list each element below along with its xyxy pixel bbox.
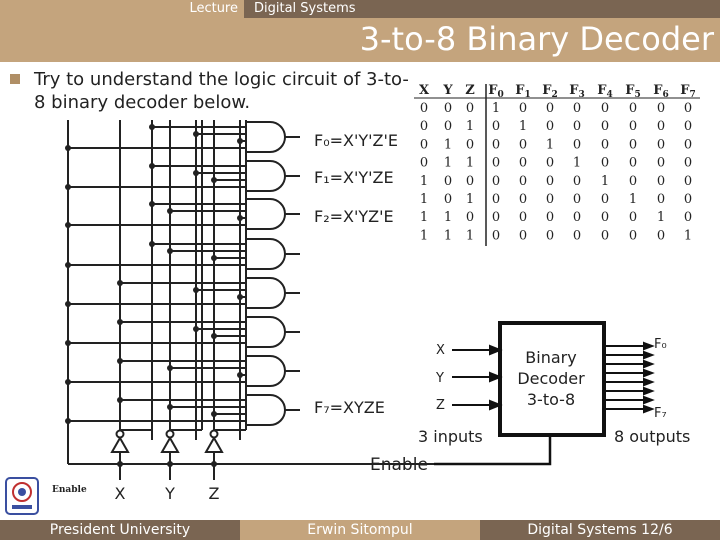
junction-dot — [237, 215, 243, 221]
junction-dot — [237, 138, 243, 144]
f7-expression: F₇=XYZE — [314, 398, 385, 417]
truth-table-cell: 0 — [628, 228, 638, 244]
course-label: Digital Systems — [254, 1, 356, 16]
block-label-line1: Binary — [525, 348, 577, 367]
truth-table-cell: 0 — [491, 210, 501, 226]
truth-table-cell: 0 — [600, 155, 610, 171]
truth-table-cell: 0 — [628, 210, 638, 226]
truth-table-cell: 0 — [545, 173, 555, 189]
truth-table-cell: 0 — [683, 155, 693, 171]
block-output-arrowhead — [644, 388, 652, 394]
lecture-label: Lecture — [189, 1, 238, 16]
truth-table-cell: 0 — [491, 173, 501, 189]
truth-table-cell: 0 — [491, 228, 501, 244]
truth-table-cell: 0 — [465, 173, 475, 189]
truth-table-cell: 0 — [656, 155, 666, 171]
truth-table-cell: 0 — [683, 210, 693, 226]
truth-table-cell: 0 — [545, 228, 555, 244]
truth-table-cell: 0 — [443, 173, 453, 189]
truth-table-cell: 1 — [465, 119, 475, 135]
truth-table-cell: 0 — [600, 192, 610, 207]
truth-table-cell: 0 — [518, 137, 528, 153]
truth-table-cell: 0 — [545, 119, 555, 135]
truth-table-header: $F_4$ — [597, 83, 613, 100]
junction-dot — [149, 241, 155, 247]
junction-dot — [193, 326, 199, 332]
truth-table-cell: 1 — [683, 228, 693, 244]
junction-dot — [211, 333, 217, 339]
truth-table-cell: 1 — [443, 210, 453, 226]
truth-table-cell: 0 — [683, 137, 693, 153]
and-gate-7 — [246, 395, 285, 425]
footer — [0, 520, 720, 540]
input-z-label: Z — [208, 484, 220, 503]
truth-table-cell: 0 — [491, 192, 501, 207]
truth-table-cell: 0 — [572, 173, 582, 189]
truth-table-cell: 0 — [518, 173, 528, 189]
university-logo — [4, 476, 40, 516]
junction-dot — [237, 294, 243, 300]
truth-table-cell: 0 — [491, 137, 501, 153]
truth-table-cell: 1 — [465, 192, 475, 207]
enable-label: Enable — [370, 455, 428, 475]
truth-table-cell: 0 — [545, 101, 555, 116]
input-x-label: X — [114, 484, 126, 503]
truth-table-cell: 0 — [628, 119, 638, 135]
truth-table-cell: 0 — [683, 101, 693, 116]
truth-table-cell: 0 — [683, 173, 693, 189]
truth-table-cell: 0 — [419, 137, 429, 153]
truth-table-cell: 0 — [518, 101, 528, 116]
junction-dot — [65, 418, 71, 424]
truth-table-cell: 0 — [600, 210, 610, 226]
inverter-z-bubble — [211, 431, 218, 438]
truth-table-cell: 0 — [683, 119, 693, 135]
truth-table-cell: 0 — [572, 192, 582, 207]
input-z-junction — [211, 461, 217, 467]
truth-table-cell: 1 — [443, 155, 453, 171]
junction-dot — [65, 379, 71, 385]
bullet-text: Try to understand the logic circuit of 3-to-8 binary decoder below. — [34, 69, 409, 113]
truth-table-cell: 1 — [545, 137, 555, 153]
truth-table-cell: 0 — [628, 155, 638, 171]
enable-small-label: Enable — [52, 485, 87, 495]
truth-table-cell: 0 — [518, 155, 528, 171]
junction-dot — [167, 365, 173, 371]
truth-table-cell: 0 — [545, 192, 555, 207]
truth-table-header: X — [418, 83, 430, 98]
truth-table-cell: 0 — [465, 101, 475, 116]
input-y-label: Y — [165, 484, 175, 503]
block-output-arrowhead — [644, 370, 652, 376]
f0-expression: F₀=X'Y'Z'E — [314, 131, 399, 150]
block-label-line2: Decoder — [517, 369, 585, 388]
truth-table-cell: 0 — [572, 119, 582, 135]
junction-dot — [65, 340, 71, 346]
truth-table-cell: 0 — [600, 119, 610, 135]
truth-table-cell: 1 — [419, 192, 429, 207]
truth-table-cell: 0 — [419, 101, 429, 116]
input-x-junction — [117, 461, 123, 467]
and-gate-0 — [246, 122, 285, 152]
truth-table-cell: 1 — [600, 173, 610, 189]
truth-table-cell: 0 — [600, 228, 610, 244]
truth-table-cell: 0 — [628, 101, 638, 116]
truth-table-cell: 0 — [518, 192, 528, 207]
truth-table-header: $F_7$ — [680, 83, 696, 100]
junction-dot — [167, 208, 173, 214]
junction-dot — [117, 280, 123, 286]
truth-table-cell: 0 — [518, 210, 528, 226]
junction-dot — [211, 177, 217, 183]
truth-table-header: $F_2$ — [542, 83, 558, 100]
inverter-x — [112, 438, 128, 452]
and-gate-5 — [246, 317, 285, 347]
block-output-arrowhead — [644, 379, 652, 385]
truth-table-cell: 0 — [465, 137, 475, 153]
junction-dot — [211, 411, 217, 417]
truth-table-cell: 0 — [419, 119, 429, 135]
truth-table-cell: 0 — [572, 228, 582, 244]
truth-table-cell: 0 — [600, 137, 610, 153]
inverter-x-bubble — [117, 431, 124, 438]
and-gate-1 — [246, 161, 285, 191]
junction-dot — [167, 248, 173, 254]
truth-table-header: $F_3$ — [569, 83, 585, 100]
block-output-arrowhead — [644, 343, 652, 349]
truth-table-cell: 0 — [491, 155, 501, 171]
inverter-y-bubble — [167, 431, 174, 438]
block-output-arrowhead — [644, 361, 652, 367]
junction-dot — [211, 255, 217, 261]
truth-table-cell: 0 — [600, 101, 610, 116]
truth-table-header: $F_1$ — [515, 83, 531, 100]
truth-table-cell: 0 — [572, 210, 582, 226]
truth-table-cell: 1 — [491, 101, 501, 116]
junction-dot — [149, 163, 155, 169]
truth-table-cell: 1 — [518, 119, 528, 135]
truth-table-cell: 0 — [656, 137, 666, 153]
truth-table-cell: 0 — [656, 192, 666, 207]
footer-institution: President University — [0, 520, 240, 540]
truth-table-cell: 0 — [628, 137, 638, 153]
block-output-first: F₀ — [654, 337, 667, 352]
truth-table-cell: 1 — [419, 210, 429, 226]
truth-table-cell: 0 — [628, 173, 638, 189]
outputs-caption: 8 outputs — [614, 427, 691, 446]
inputs-caption: 3 inputs — [418, 427, 483, 446]
truth-table-cell: 1 — [419, 173, 429, 189]
block-label-line3: 3-to-8 — [526, 390, 576, 409]
junction-dot — [65, 262, 71, 268]
junction-dot — [149, 124, 155, 130]
and-gate-3 — [246, 239, 285, 269]
truth-table-cell: 0 — [443, 119, 453, 135]
junction-dot — [65, 301, 71, 307]
block-output-arrowhead — [644, 406, 652, 412]
truth-table-cell: 0 — [683, 192, 693, 207]
truth-table-cell: 0 — [656, 173, 666, 189]
truth-table-cell: 0 — [443, 192, 453, 207]
block-output-arrowhead — [644, 352, 652, 358]
junction-dot — [117, 319, 123, 325]
junction-dot — [193, 287, 199, 293]
truth-table-header: $F_0$ — [488, 83, 504, 100]
and-gate-2 — [246, 199, 285, 229]
junction-dot — [167, 404, 173, 410]
and-gate-4 — [246, 278, 285, 308]
truth-table-cell: 1 — [443, 137, 453, 153]
f1-expression: F₁=X'Y'ZE — [314, 168, 394, 187]
truth-table-cell: 1 — [419, 228, 429, 244]
slide-title: 3-to-8 Binary Decoder — [359, 20, 714, 58]
truth-table-header: Y — [443, 83, 453, 98]
junction-dot — [117, 358, 123, 364]
junction-dot — [149, 201, 155, 207]
truth-table-cell: 0 — [656, 101, 666, 116]
truth-table — [419, 83, 696, 243]
and-gate-6 — [246, 356, 285, 386]
truth-table-cell: 1 — [465, 155, 475, 171]
block-input-y: Y — [436, 371, 444, 386]
truth-table-cell: 0 — [572, 137, 582, 153]
truth-table-header: $F_6$ — [653, 83, 669, 100]
block-input-x: X — [436, 343, 445, 358]
block-output-arrowhead — [644, 397, 652, 403]
truth-table-cell: 0 — [545, 155, 555, 171]
input-y-junction — [167, 461, 173, 467]
truth-table-cell: 0 — [545, 210, 555, 226]
truth-table-header: $F_5$ — [625, 83, 641, 100]
f2-expression: F₂=X'YZ'E — [314, 207, 394, 226]
truth-table-cell: 0 — [443, 101, 453, 116]
junction-dot — [65, 222, 71, 228]
footer-course-page: Digital Systems 12/6 — [480, 520, 720, 540]
junction-dot — [193, 170, 199, 176]
truth-table-cell: 0 — [656, 119, 666, 135]
truth-table-cell: 0 — [572, 101, 582, 116]
junction-dot — [237, 372, 243, 378]
truth-table-cell: 0 — [656, 228, 666, 244]
inverter-z — [206, 438, 222, 452]
block-output-last: F₇ — [654, 406, 667, 421]
junction-dot — [65, 184, 71, 190]
junction-dot — [65, 145, 71, 151]
truth-table-header: Z — [465, 83, 475, 98]
block-input-z: Z — [436, 398, 445, 413]
footer-author: Erwin Sitompul — [240, 520, 480, 540]
truth-table-cell: 0 — [518, 228, 528, 244]
truth-table-cell: 1 — [443, 228, 453, 244]
truth-table-cell: 1 — [656, 210, 666, 226]
truth-table-cell: 1 — [465, 228, 475, 244]
truth-table-cell: 0 — [465, 210, 475, 226]
truth-table-cell: 1 — [572, 155, 582, 171]
junction-dot — [193, 131, 199, 137]
junction-dot — [117, 397, 123, 403]
truth-table-cell: 0 — [419, 155, 429, 171]
inverter-y — [162, 438, 178, 452]
truth-table-cell: 0 — [491, 119, 501, 135]
truth-table-cell: 1 — [628, 192, 638, 207]
